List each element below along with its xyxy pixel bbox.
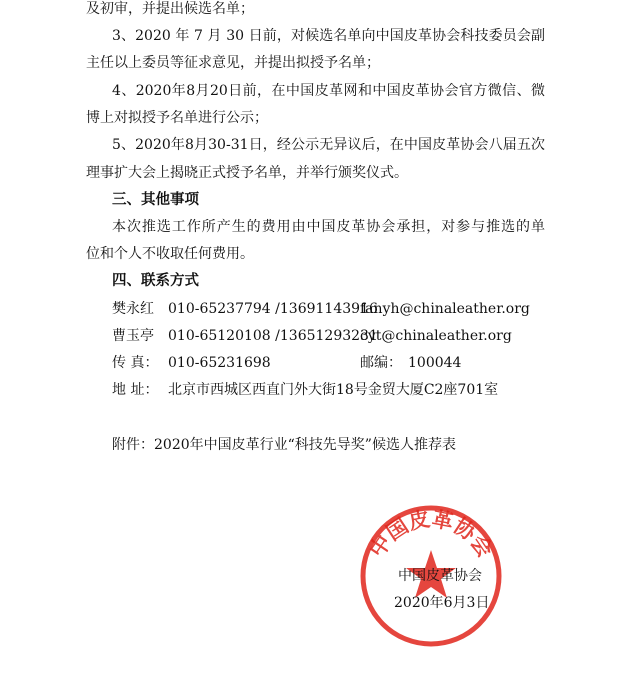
paragraph-line: 5、2020年8月30-31日，经公示无异议后，在中国皮革协会八届五次 (112, 137, 545, 153)
paragraph-line: 位和个人不收取任何费用。 (86, 246, 254, 262)
fax-label: 传 真： (112, 355, 159, 371)
paragraph-line: 理事扩大会上揭晓正式授予名单，并举行颁奖仪式。 (86, 165, 408, 181)
paragraph-line: 3、2020 年 7 月 30 日前，对候选名单向中国皮革协会科技委员会副 (112, 28, 545, 44)
postcode-value: 100044 (408, 355, 462, 371)
contact-name: 曹玉亭 (112, 328, 154, 344)
paragraph-line: 及初审，并提出候选名单； (86, 1, 254, 17)
address-value: 北京市西城区西直门外大街18号金贸大厦C2座701室 (168, 382, 499, 398)
address-label: 地 址： (112, 382, 159, 398)
contact-phone: 010-65120108 /13651293231 (168, 328, 378, 344)
postcode-label: 邮编： (360, 355, 402, 371)
paragraph-line: 博上对拟授予名单进行公示； (86, 110, 268, 126)
section-heading-contact: 四、联系方式 (112, 272, 199, 289)
contact-email: cyt@chinaleather.org (360, 328, 512, 344)
fax-value: 010-65231698 (168, 355, 271, 371)
section-heading-other: 三、其他事项 (112, 191, 199, 208)
seal-text: 中国皮革协会 (364, 506, 498, 562)
signature-org: 中国皮革协会 (398, 568, 482, 584)
signature-date: 2020年6月3日 (394, 595, 490, 611)
paragraph-line: 本次推选工作所产生的费用由中国皮革协会承担，对参与推选的单 (112, 219, 545, 235)
paragraph-line: 4、2020年8月20日前，在中国皮革网和中国皮革协会官方微信、微 (112, 83, 545, 99)
contact-phone: 010-65237794 /13691143916 (168, 301, 378, 317)
contact-name: 樊永红 (112, 301, 154, 317)
paragraph-line: 主任以上委员等征求意见，并提出拟授予名单； (86, 55, 380, 71)
attachment-note: 附件：2020年中国皮革行业“科技先导奖”候选人推荐表 (112, 437, 456, 453)
contact-email: fanyh@chinaleather.org (360, 301, 530, 317)
